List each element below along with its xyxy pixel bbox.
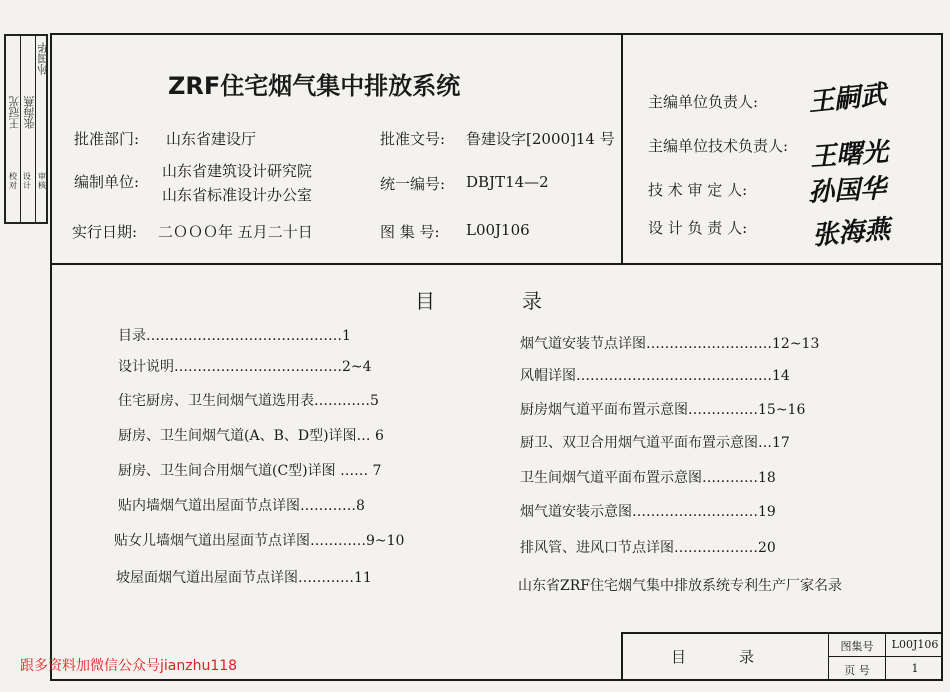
approval-doc: 鲁建设字[2000]14 号 xyxy=(466,130,615,148)
toc-item[interactable]: 厨卫、双卫合用烟气道平面布置示意图…17 xyxy=(520,435,790,451)
approval-doc-label: 批准文号: xyxy=(380,130,446,148)
unified-no-label: 统一编号: xyxy=(380,175,446,193)
date-label: 实行日期: xyxy=(72,223,138,241)
atlas-no: L00J106 xyxy=(466,221,530,239)
toc-item[interactable]: 排风管、进风口节点详图………………20 xyxy=(520,540,776,556)
title-block-name-right: 录 xyxy=(739,648,755,666)
toc-item[interactable]: 卫生间烟气道平面布置示意图…………18 xyxy=(520,470,776,486)
approval-dept: 山东省建设厅 xyxy=(166,130,257,148)
atlas-no-label-small: 图集号 xyxy=(840,640,874,653)
page-title: ZRF住宅烟气集中排放系统 xyxy=(168,72,461,100)
atlas-no-label: 图 集 号: xyxy=(380,223,440,241)
toc-item[interactable]: 厨房、卫生间烟气道(A、B、D型)详图… 6 xyxy=(118,428,384,444)
strip-signature: 王冠光 xyxy=(8,96,21,129)
compiler-label: 编制单位: xyxy=(74,173,140,191)
toc-item[interactable]: 住宅厨房、卫生间烟气道选用表…………5 xyxy=(118,393,379,409)
toc-heading-left: 目 xyxy=(415,289,435,313)
binding-strip xyxy=(4,34,48,224)
atlas-no-value-small: L00J106 xyxy=(891,638,939,651)
title-block-divider xyxy=(885,634,886,681)
approval-dept-label: 批准部门: xyxy=(74,130,140,148)
toc-item[interactable]: 设计说明………………………………2~4 xyxy=(118,359,372,375)
unified-no: DBJT14—2 xyxy=(466,173,549,191)
toc-item[interactable]: 烟气道安装示意图………………………19 xyxy=(520,504,776,520)
title-block xyxy=(621,632,943,681)
page-no-label: 页 号 xyxy=(844,664,870,677)
strip-label: 设计 xyxy=(23,172,31,190)
toc-item[interactable]: 厨房烟气道平面布置示意图……………15~16 xyxy=(520,402,806,418)
toc-item[interactable]: 烟气道安装节点详图………………………12~13 xyxy=(520,336,820,352)
strip-divider xyxy=(20,36,21,222)
effective-date: 二ＯＯＯ年 五月二十日 xyxy=(158,223,313,241)
tech-review-signature: 孙国华 xyxy=(807,173,887,209)
design-label: 设 计 负 责 人: xyxy=(648,219,748,237)
title-block-divider xyxy=(828,656,943,657)
chief-tech-label: 主编单位技术负责人: xyxy=(648,137,789,155)
chief-unit-signature: 王嗣武 xyxy=(806,79,888,118)
toc-item[interactable]: 坡屋面烟气道出屋面节点详图…………11 xyxy=(116,570,372,586)
toc-item[interactable]: 贴内墙烟气道出屋面节点详图…………8 xyxy=(118,498,365,514)
strip-label: 校对 xyxy=(9,172,17,190)
header-divider xyxy=(621,33,623,265)
tech-review-label: 技 术 审 定 人: xyxy=(648,181,748,199)
compiler-line1: 山东省建筑设计研究院 xyxy=(162,162,313,180)
watermark-text: 跟多资料加微信公众号jianzhu118 xyxy=(20,658,238,674)
toc-item[interactable]: 山东省ZRF住宅烟气集中排放系统专利生产厂家名录 xyxy=(518,578,842,594)
page-no-value: 1 xyxy=(911,662,919,675)
strip-label: 审核 xyxy=(38,172,46,190)
title-block-name-left: 目 xyxy=(671,648,687,666)
chief-unit-label: 主编单位负责人: xyxy=(648,93,759,111)
design-signature: 张海燕 xyxy=(811,214,892,252)
toc-item[interactable]: 风帽详图……………………………………14 xyxy=(520,368,790,384)
compiler-line2: 山东省标准设计办公室 xyxy=(162,186,313,204)
strip-signature: 孙国华 xyxy=(37,42,50,75)
chief-tech-signature: 王曙光 xyxy=(809,137,890,173)
toc-item[interactable]: 贴女儿墙烟气道出屋面节点详图…………9~10 xyxy=(114,533,405,549)
toc-heading-right: 录 xyxy=(522,289,542,313)
title-block-divider xyxy=(828,634,829,681)
toc-item[interactable]: 厨房、卫生间合用烟气道(C型)详图 …… 7 xyxy=(118,463,382,479)
strip-signature: 张海燕 xyxy=(23,96,36,129)
toc-item[interactable]: 目录……………………………………1 xyxy=(118,328,351,344)
